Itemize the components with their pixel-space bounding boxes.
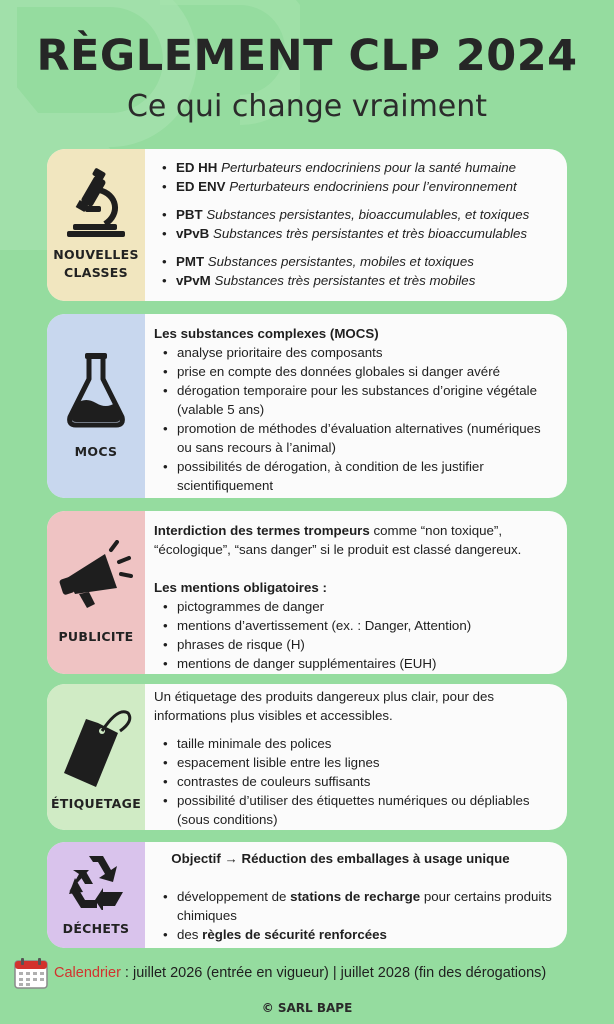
list-item: • taille minimale des polices [163, 734, 557, 753]
class-abbr: ED HH [176, 160, 218, 175]
nouvelles-classes-content [145, 149, 567, 301]
list-item: • prise en compte des données globales si danger avéré [163, 362, 557, 381]
card-publicite [47, 511, 567, 674]
class-abbr: PBT [176, 207, 203, 222]
list-item: • mentions de danger supplémentaires (EUH) [163, 654, 557, 673]
list-item [162, 177, 557, 196]
class-desc: Substances persistantes, bioaccumulables, et toxiques [206, 207, 530, 222]
text-bold: règles de sécurité renforcées [202, 927, 387, 942]
publicite-intro [154, 521, 557, 559]
list-item [162, 205, 557, 224]
intro-rest: comme “non toxique”, “écologique”, “sans danger” si le produit est classé dangereux. [154, 523, 522, 557]
dechets-content [145, 842, 567, 948]
page-title: RÈGLEMENT CLP 2024 [36, 31, 578, 81]
card-mocs [47, 314, 567, 498]
etiquetage-content [145, 684, 567, 830]
publicite-heading: Les mentions obligatoires : [154, 580, 327, 595]
card-etiquetage [47, 684, 567, 830]
flask-icon [66, 351, 126, 429]
etiquetage-intro: Un étiquetage des produits dangereux plus clair, pour des informations plus visibles et accessibles. [154, 689, 495, 723]
list-item: • phrases de risque (H) [163, 635, 557, 654]
list-item: • pictogrammes de danger [163, 597, 557, 616]
list-item [162, 224, 557, 243]
list-item [162, 252, 557, 271]
class-desc: Substances très persistantes et très bioaccumulables [212, 226, 528, 241]
side-mocs [47, 314, 145, 498]
label-line-1: NOUVELLES [53, 247, 139, 262]
copyright: © SARL BAPE [261, 1001, 353, 1015]
calendar-line [14, 957, 604, 989]
card-nouvelles-classes [47, 149, 567, 301]
list-item [162, 158, 557, 177]
dechets-label: DÉCHETS [62, 921, 130, 936]
list-item [162, 271, 557, 290]
etiquetage-label: ÉTIQUETAGE [50, 796, 142, 811]
class-desc: Substances très persistantes et très mobiles [214, 273, 476, 288]
side-publicite [47, 511, 145, 674]
side-nouvelles-classes [47, 149, 145, 301]
calendar-text: : juillet 2026 (entrée en vigueur) | juillet 2028 (fin des dérogations) [120, 965, 547, 981]
text-part: développement de [177, 889, 291, 904]
side-dechets [47, 842, 145, 948]
list-item [163, 925, 557, 944]
list-item: • espacement lisible entre les lignes [163, 753, 557, 772]
recycle-icon [65, 852, 127, 910]
intro-bold: Interdiction des termes trompeurs [154, 523, 370, 538]
list-item: • possibilité d’utiliser des étiquettes numériques ou dépliables (sous conditions) [163, 791, 557, 829]
calendar-icon [14, 957, 48, 989]
class-abbr: vPvB [176, 226, 210, 241]
microscope-icon [65, 168, 127, 238]
text-bold: stations de recharge [290, 889, 421, 904]
class-desc: Substances persistantes, mobiles et toxiques [207, 254, 474, 269]
mocs-label: MOCS [74, 444, 118, 459]
list-item: • analyse prioritaire des composants [163, 343, 557, 362]
text-part: des [177, 927, 203, 942]
nouvelles-classes-label [53, 246, 139, 282]
class-abbr: PMT [176, 254, 205, 269]
text-part: pour certains produits chimiques [177, 889, 552, 923]
page-subtitle: Ce qui change vraiment [126, 89, 488, 124]
class-desc: Perturbateurs endocriniens pour l’environnement [229, 179, 517, 194]
megaphone-icon [59, 540, 133, 612]
class-abbr: ED ENV [176, 179, 226, 194]
publicite-content [145, 511, 567, 674]
header [0, 0, 614, 126]
label-line-2: CLASSES [64, 265, 128, 280]
side-etiquetage [47, 684, 145, 830]
list-item: • contrastes de couleurs suffisants [163, 772, 557, 791]
list-item [163, 887, 557, 925]
mocs-heading: Les substances complexes (MOCS) [154, 326, 379, 341]
mocs-content [145, 314, 567, 498]
calendar-label: Calendrier [54, 965, 121, 981]
class-abbr: vPvM [176, 273, 211, 288]
class-desc: Perturbateurs endocriniens pour la santé humaine [221, 160, 517, 175]
list-item: • mentions d’avertissement (ex. : Danger, Attention) [163, 616, 557, 635]
publicite-label: PUBLICITE [58, 628, 134, 644]
card-dechets [47, 842, 567, 948]
tag-icon [58, 701, 134, 791]
dechets-objective: Objectif → Réduction des emballages à usage unique [171, 851, 510, 866]
list-item: • dérogation temporaire pour les substances d’origine végétale (valable 5 ans) [163, 381, 557, 419]
list-item: • promotion de méthodes d’évaluation alternatives (numériques ou sans recours à l’animal) [163, 419, 557, 457]
list-item: • possibilités de dérogation, à condition de les justifier scientifiquement [163, 457, 557, 495]
